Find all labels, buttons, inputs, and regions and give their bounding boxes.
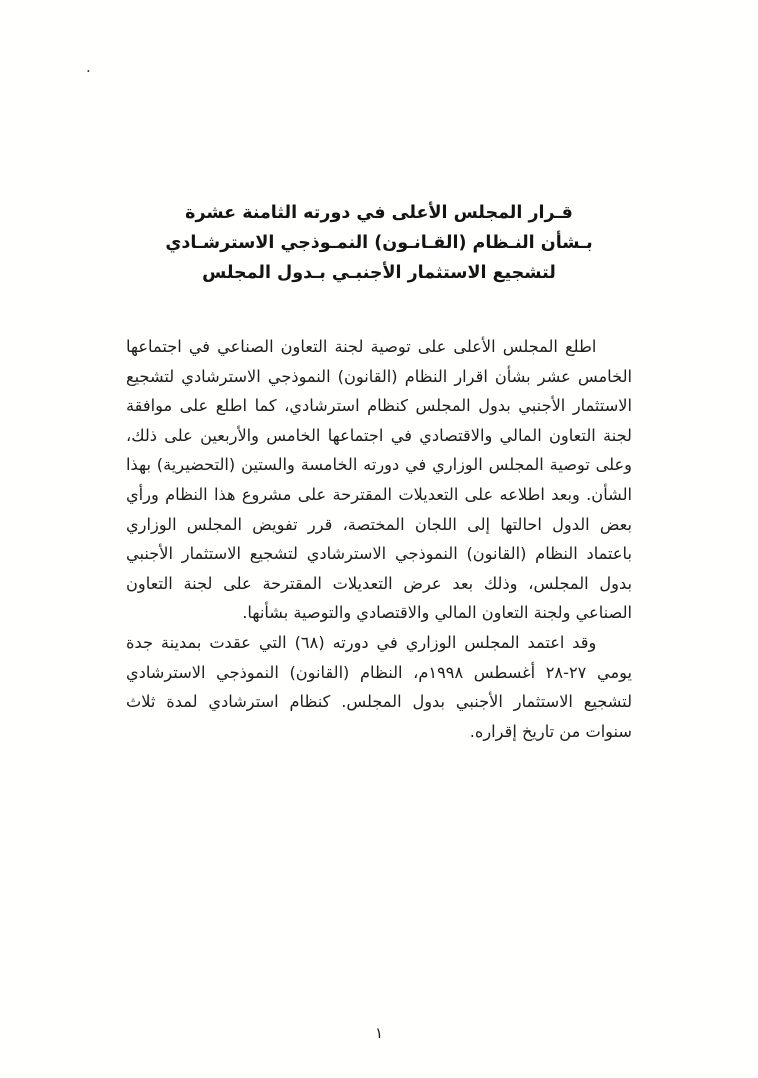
title-line-2: بـشأن النـظام (القـانـون) النمـوذجي الاسترشـادي bbox=[165, 233, 593, 253]
title-line-1: قـرار المجلس الأعلى في دورته الثامنة عشرة bbox=[185, 203, 573, 223]
body-paragraph-2: وقد اعتمد المجلس الوزاري في دورته (٦٨) التي عقدت بمدينة جدة يومي ٢٧-٢٨ أغسطس ١٩٩٨م، النظام (القانون) النموذجي الاسترشادي لتشجيع الاستثمار الأجنبي بدول المجلس. كنظام استرشادي لمدة ثلاث سنوات من تاريخ إقراره. bbox=[126, 632, 632, 741]
title-line-3: لتشجيع الاستثمار الأجنبـي بـدول المجلس bbox=[202, 263, 556, 283]
document-content bbox=[126, 0, 632, 746]
body-paragraph-1: اطلع المجلس الأعلى على توصية لجنة التعاون الصناعي في اجتماعها الخامس عشر بشأن اقرار النظام (القانون) النموذجي الاسترشادي لتشجيع الاستثمار الأجنبي بدول المجلس كنظام استرشادي، كما اطلع على موافقة لجنة التعاون المالي والاقتصادي في اجتماعها الخامس والأربعين على ذلك، وعلى توصية المجلس الوزاري في دورته الخامسة والستين (التحضيرية) بهذا الشأن. وبعد اطلاعه على التعديلات المقترحة على مشروع هذا النظام ورأي بعض الدول احالتها إلى اللجان المختصة، قرر تفويض المجلس الوزاري باعتماد النظام (القانون) النموذجي الاسترشادي لتشجيع الاستثمار الأجنبي بدول المجلس، وذلك بعد عرض التعديلات المقترحة على لجنة التعاون الصناعي ولجنة التعاون المالي والاقتصادي والتوصية بشأنها. bbox=[126, 337, 632, 623]
document-body bbox=[126, 332, 632, 746]
document-title bbox=[126, 198, 632, 288]
page-number: ١ bbox=[374, 1024, 384, 1042]
stray-dot-mark: . bbox=[86, 58, 91, 76]
